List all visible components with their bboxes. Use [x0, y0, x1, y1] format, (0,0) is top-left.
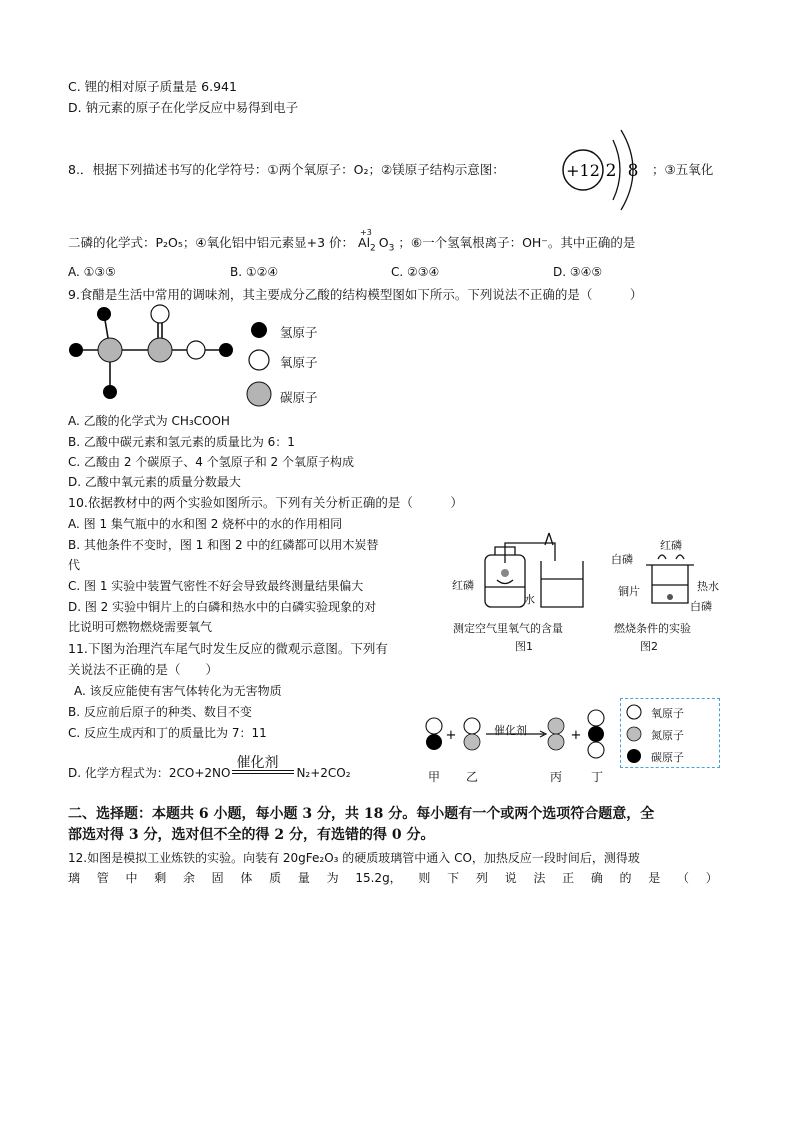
q8-stem-line2 [68, 228, 636, 257]
q12-line2-word: ） [705, 871, 718, 885]
fig2-label-white-phosphorus-bottom: 白磷 [690, 600, 712, 613]
q12-line2-word: 列 [475, 871, 488, 885]
oxygen-atom [187, 341, 205, 359]
hydrogen-atom [219, 343, 233, 357]
al2o3-formula [358, 228, 395, 257]
q12-line2-word: 确 [590, 871, 603, 885]
q12-line2-word: 说 [504, 871, 517, 885]
q10-option-d-line1: D. 图 2 实验中铜片上的白磷和热水中的白磷实验现象的对 [68, 600, 377, 614]
q12-line2-word: 中 [125, 871, 138, 885]
q11-option-d [68, 755, 351, 781]
section2-heading-line1: 二、选择题：本题共 6 小题，每小题 3 分，共 18 分。每小题有一个或两个选项符合题意，全 [68, 806, 655, 822]
q10-option-b-line2: 代 [68, 558, 81, 572]
q12-line2-word: 法 [533, 871, 546, 885]
q12-line2-word: 剩 [154, 871, 167, 885]
legend-nitrogen-label: 氮原子 [651, 729, 684, 742]
carbon-atom [98, 338, 122, 362]
q9-option-a: A. 乙酸的化学式为 CH₃COOH [68, 414, 230, 428]
legend-carbon-label: 碳原子 [280, 390, 318, 405]
fig1-label-water: 水 [524, 593, 535, 606]
legend-oxygen-icon [627, 705, 641, 719]
q11-option-d-suffix: N₂+2CO₂ [296, 766, 351, 780]
legend-oxygen-label: 氧原子 [280, 355, 318, 370]
species-bing: 丙 [550, 770, 563, 784]
fig1-name: 图1 [515, 640, 533, 653]
q12-line2-word: 质 [269, 871, 282, 885]
acetic-acid-model [62, 300, 242, 405]
q11-option-d-prefix: D. 化学方程式为：2CO+2NO [68, 766, 231, 780]
ding-oxygen [588, 742, 604, 758]
q12-line1: 12.如图是模拟工业炼铁的实验。向装有 20gFe₂O₃ 的硬质玻璃管中通入 CO，加热反应一段时间后，测得玻 [68, 851, 640, 865]
plus-sign-icon: + [570, 728, 582, 743]
flame-icon [501, 569, 509, 577]
q12-line2-word: 余 [182, 871, 195, 885]
bing-nitrogen [548, 718, 564, 734]
hydrogen-atom [103, 385, 117, 399]
ding-oxygen [588, 710, 604, 726]
q11-option-a: A. 该反应能使有害气体转化为无害物质 [74, 684, 282, 698]
q9-legend-symbols [246, 318, 276, 408]
q10-option-b-line1: B. 其他条件不变时，图 1 和图 2 中的红磷都可以用木炭替 [68, 538, 379, 552]
oxygen-atom [151, 305, 169, 323]
jia-carbon [426, 734, 442, 750]
figure1-oxygen-apparatus [445, 525, 595, 615]
reaction-arrow-label: 催化剂 [494, 724, 527, 737]
q7-option-d: D. 钠元素的原子在化学反应中易得到电子 [68, 100, 299, 115]
yi-oxygen [464, 718, 480, 734]
species-ding: 丁 [591, 770, 604, 784]
q12-line2-word: 下 [447, 871, 460, 885]
q10-option-a: A. 图 1 集气瓶中的水和图 2 烧杯中的水的作用相同 [68, 517, 343, 531]
q10-stem: 10.依据教材中的两个实验如图所示。下列有关分析正确的是（ ） [68, 495, 463, 510]
q8-option-c: C. ②③④ [391, 265, 440, 279]
q12-line2-word: 正 [562, 871, 575, 885]
al-subscript: 2 [370, 243, 376, 254]
q9-option-c: C. 乙酸由 2 个碳原子、4 个氢原子和 2 个氧原子构成 [68, 455, 354, 469]
q12-line2-word: 为 [326, 871, 339, 885]
q8-option-a: A. ①③⑤ [68, 265, 116, 279]
q12-line2-word: 的 [619, 871, 632, 885]
species-jia: 甲 [428, 770, 441, 784]
q12-line2-word: 管 [96, 871, 109, 885]
q9-option-b: B. 乙酸中碳元素和氢元素的质量比为 6：1 [68, 435, 295, 449]
q12-line2 [68, 870, 718, 886]
fig2-label-white-phosphorus-top: 白磷 [611, 553, 633, 566]
o-symbol: O [378, 235, 389, 250]
plus-sign-icon: + [445, 728, 457, 743]
q12-line2-word: 体 [240, 871, 253, 885]
fig2-caption: 燃烧条件的实验 [614, 622, 691, 635]
q8-stem-line1 [68, 162, 505, 178]
atom-nucleus-label: +12 [566, 161, 600, 180]
q11-stem-line2: 关说法不正确的是（ ） [68, 662, 219, 677]
q12-line2-word: 璃 [68, 871, 81, 885]
legend-hydrogen-label: 氢原子 [280, 325, 318, 340]
legend-carbon-label: 碳原子 [651, 751, 684, 764]
q12-line2-word: 是 [648, 871, 661, 885]
q11-legend-symbols [624, 703, 646, 765]
q10-option-c: C. 图 1 实验中装置气密性不好会导致最终测量结果偏大 [68, 579, 364, 593]
legend-oxygen-icon [249, 350, 269, 370]
q7-option-c: C. 锂的相对原子质量是 6.941 [68, 79, 237, 94]
hydrogen-atom [69, 343, 83, 357]
q8-line2-text-b: ；⑥一个氢氧根离子：OH⁻。其中正确的是 [398, 235, 636, 250]
q8-stem-text: 8.．根据下列描述书写的化学符号：①两个氧原子：O₂；②镁原子结构示意图： [68, 162, 505, 177]
legend-carbon-icon [627, 749, 641, 763]
q12-line2-word: 固 [211, 871, 224, 885]
jia-oxygen [426, 718, 442, 734]
q12-line2-word: 15.2g， [355, 871, 402, 885]
legend-carbon-icon [247, 382, 271, 406]
al-valence: +3 [360, 228, 372, 237]
ding-carbon [588, 726, 604, 742]
equation-arrow [232, 755, 294, 777]
legend-oxygen-label: 氧原子 [651, 707, 684, 720]
q9-option-d: D. 乙酸中氧元素的质量分数最大 [68, 475, 241, 489]
al-symbol: Al [358, 235, 371, 250]
yi-nitrogen [464, 734, 480, 750]
carbon-atom [148, 338, 172, 362]
q10-option-d-line2: 比说明可燃物燃烧需要氧气 [68, 620, 213, 634]
q8-line2-text-a: 二磷的化学式：P₂O₅；④氧化铝中铝元素显+3 价： [68, 235, 355, 250]
q8-option-b: B. ①②④ [230, 265, 279, 279]
fig2-label-hot-water: 热水 [697, 580, 719, 593]
equation-catalyst-label: 催化剂 [236, 755, 279, 771]
equals-sign-icon [232, 770, 294, 774]
fig1-label-red-phosphorus: 红磷 [452, 579, 474, 592]
q12-line2-word: （ [677, 871, 690, 885]
bing-nitrogen [548, 734, 564, 750]
q11-stem-line1: 11.下图为治理汽车尾气时发生反应的微观示意图。下列有 [68, 641, 388, 656]
fig2-label-copper-sheet: 铜片 [618, 585, 640, 598]
q8-option-d: D. ③④⑤ [553, 265, 603, 279]
fig2-name: 图2 [640, 640, 658, 653]
species-yi: 乙 [466, 770, 479, 784]
section2-heading-line2: 部选对得 3 分，选对但不全的得 2 分，有选错的得 0 分。 [68, 827, 435, 843]
q8-stem-tail: ；③五氧化 [652, 162, 714, 177]
hydrogen-atom [97, 307, 111, 321]
legend-hydrogen-icon [251, 322, 267, 338]
fig2-label-red-phosphorus: 红磷 [660, 539, 682, 552]
fig1-caption: 测定空气里氧气的含量 [453, 622, 563, 635]
shell-1-electrons: 2 [605, 161, 617, 181]
o-subscript: 3 [388, 243, 395, 254]
legend-nitrogen-icon [627, 727, 641, 741]
magnesium-atom-diagram [555, 124, 650, 214]
q11-option-b: B. 反应前后原子的种类、数目不变 [68, 705, 252, 719]
q11-option-c: C. 反应生成丙和丁的质量比为 7：11 [68, 726, 267, 740]
shell-2-electrons: 8 [627, 161, 639, 181]
white-phosphorus-icon [667, 594, 673, 600]
q9-stem: 9.食醋是生活中常用的调味剂，其主要成分乙酸的结构模型图如下所示。下列说法不正确的是（ ） [68, 287, 643, 302]
q12-line2-word: 量 [297, 871, 310, 885]
q12-line2-word: 则 [418, 871, 431, 885]
